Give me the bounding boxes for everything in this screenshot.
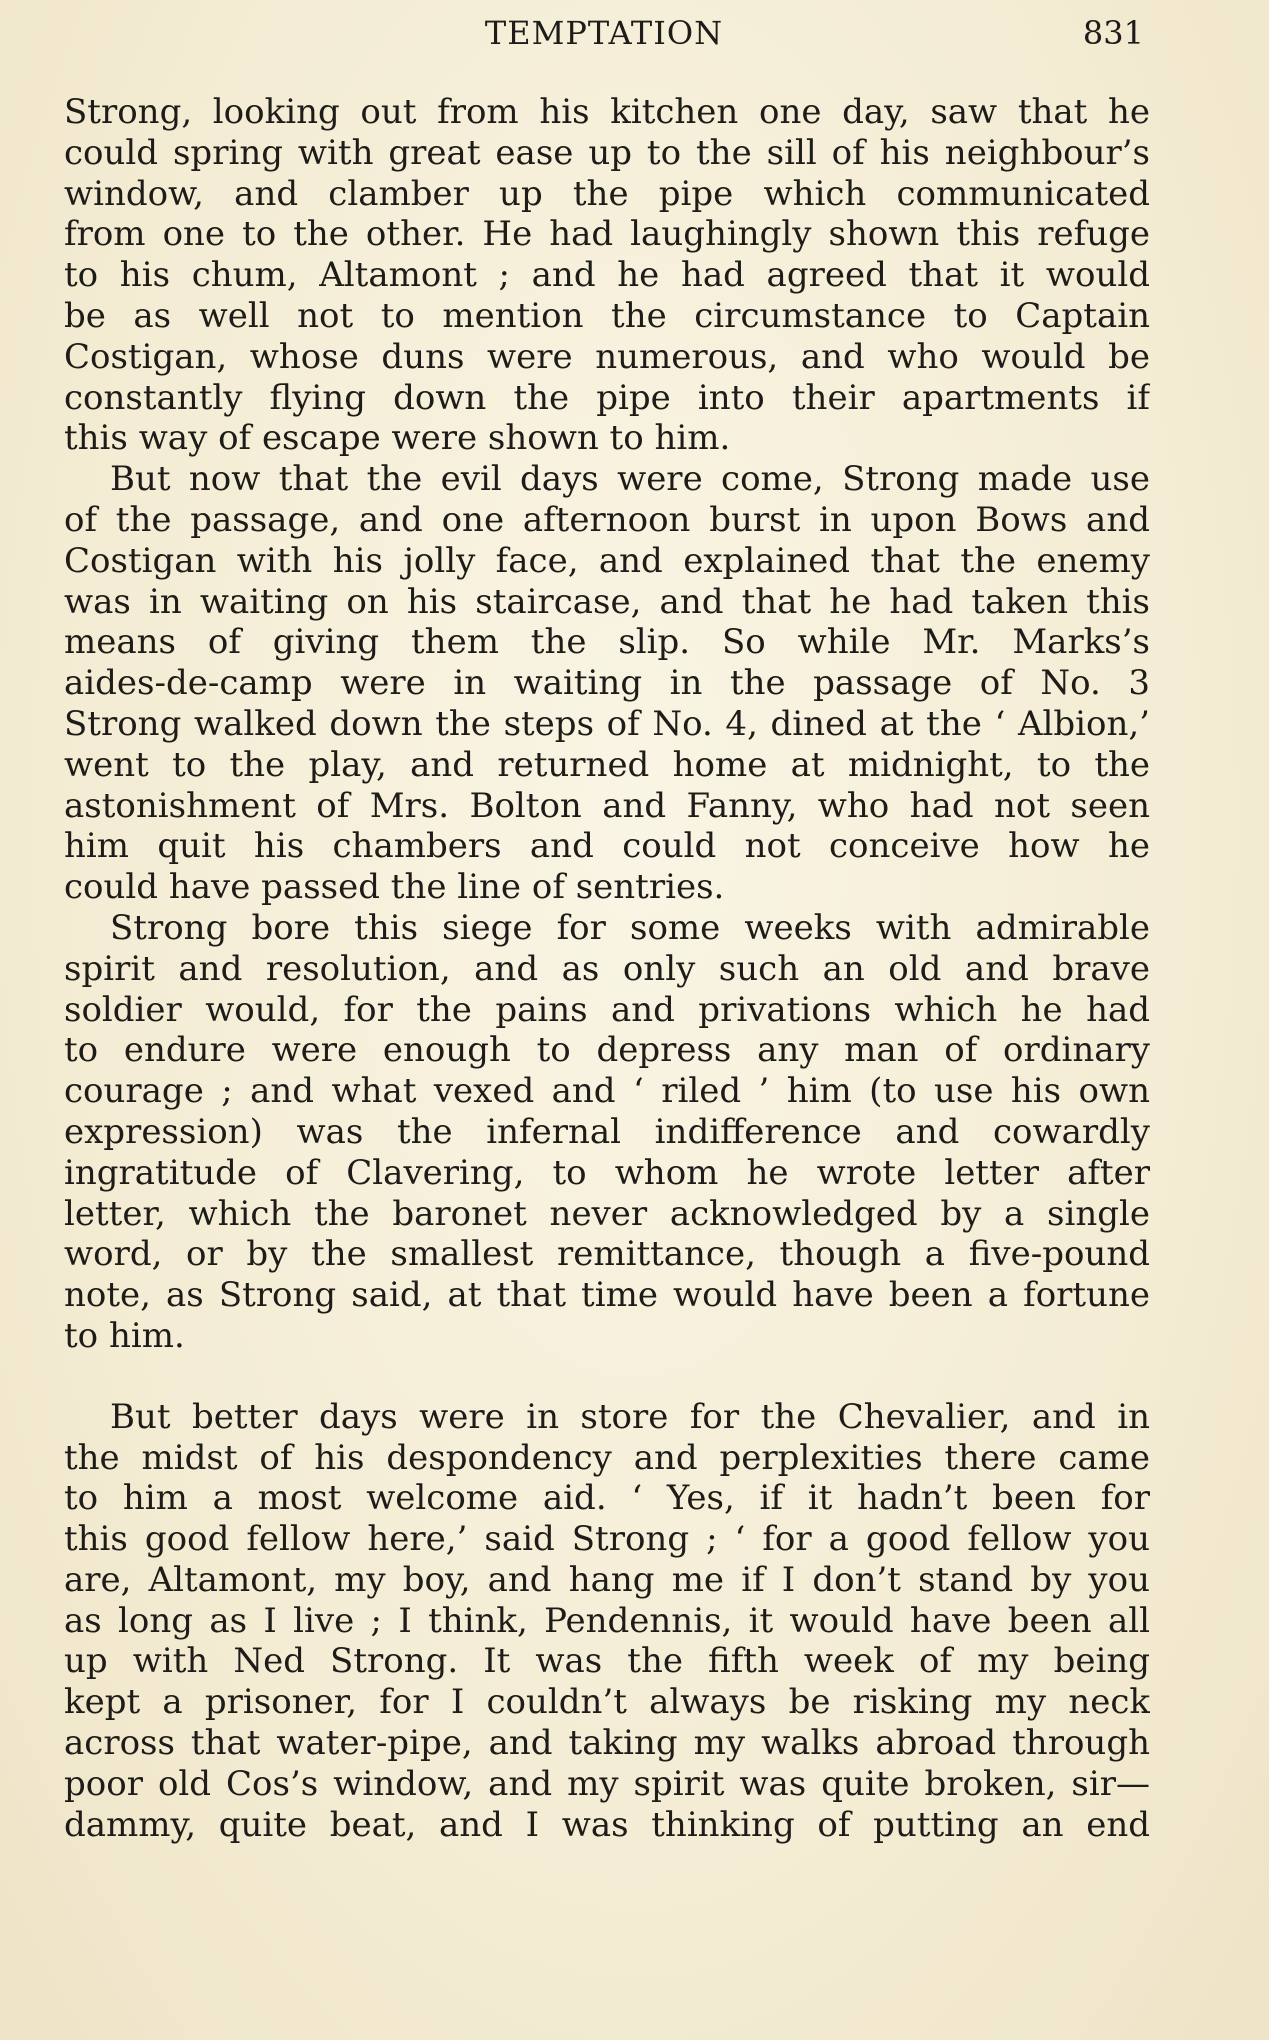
text-line: the midst of his despondency and perplexities there came [64,1437,1150,1478]
text-line: courage ; and what vexed and ‘ riled ’ him (to use his own [64,1071,1150,1112]
text-line: poor old Cos’s window, and my spirit was quite broken, sir— [64,1763,1150,1804]
running-title: TEMPTATION [484,14,724,52]
text-line: are, Altamont, my boy, and hang me if I don’t stand by you [64,1559,1150,1600]
paragraph-2 [64,459,1150,908]
text-line: note, as Strong said, at that time would have been a fortune [64,1275,1150,1316]
running-head [64,8,1144,58]
paragraph-1 [64,92,1150,459]
text-line: soldier would, for the pains and privations which he had [64,989,1150,1030]
text-line: means of giving them the slip. So while Mr. Marks’s [64,622,1150,663]
text-line: dammy, quite beat, and I was thinking of putting an end [64,1804,1150,1845]
text-line: Strong walked down the steps of No. 4, dined at the ‘ Albion,’ [64,703,1150,744]
text-line: went to the play, and returned home at midnight, to the [64,744,1150,785]
section-gap [64,1357,1150,1397]
text-line: aides-de-camp were in waiting in the passage of No. 3 [64,663,1150,704]
text-line: this good fellow here,’ said Strong ; ‘ for a good fellow you [64,1519,1150,1560]
text-line: But better days were in store for the Chevalier, and in [110,1396,1150,1437]
text-line: constantly flying down the pipe into their apartments if [64,377,1150,418]
text-line: Costigan with his jolly face, and explained that the enemy [64,540,1150,581]
text-line: him quit his chambers and could not conceive how he [64,826,1150,867]
paragraph-3 [64,908,1150,1357]
page-number: 831 [1082,14,1144,52]
body-text [64,92,1150,1845]
text-line: letter, which the baronet never acknowledged by a single [64,1193,1150,1234]
text-line: Strong bore this siege for some weeks with admirable [110,907,1150,948]
text-line: to his chum, Altamont ; and he had agreed that it would [64,255,1150,296]
text-line: to endure were enough to depress any man of ordinary [64,1030,1150,1071]
text-line: up with Ned Strong. It was the fifth week of my being [64,1641,1150,1682]
text-line: word, or by the smallest remittance, though a five-pound [64,1234,1150,1275]
text-line: of the passage, and one afternoon burst in upon Bows and [64,499,1150,540]
text-line: expression) was the infernal indifference and cowardly [64,1111,1150,1152]
text-line: from one to the other. He had laughingly shown this refuge [64,214,1150,255]
text-line: could spring with great ease up to the sill of his neighbour’s [64,132,1150,173]
text-line: to him. [64,1315,185,1356]
text-line: kept a prisoner, for I couldn’t always be risking my neck [64,1682,1150,1723]
text-line: to him a most welcome aid. ‘ Yes, if it hadn’t been for [64,1478,1150,1519]
text-line: this way of escape were shown to him. [64,418,731,459]
text-line: spirit and resolution, and as only such an old and brave [64,948,1150,989]
text-line: Strong, looking out from his kitchen one day, saw that he [64,92,1150,132]
text-line: be as well not to mention the circumstance to Captain [64,295,1150,336]
text-line: astonishment of Mrs. Bolton and Fanny, who had not seen [64,785,1150,826]
text-line: window, and clamber up the pipe which communicated [64,173,1150,214]
text-line: Costigan, whose duns were numerous, and who would be [64,336,1150,377]
text-line: could have passed the line of sentries. [64,867,725,908]
text-line: But now that the evil days were come, Strong made use [110,459,1150,500]
paragraph-4 [64,1397,1150,1846]
text-line: as long as I live ; I think, Pendennis, it would have been all [64,1600,1150,1641]
text-line: ingratitude of Clavering, to whom he wrote letter after [64,1152,1150,1193]
text-line: across that water-pipe, and taking my walks abroad through [64,1723,1150,1764]
text-line: was in waiting on his staircase, and that he had taken this [64,581,1150,622]
